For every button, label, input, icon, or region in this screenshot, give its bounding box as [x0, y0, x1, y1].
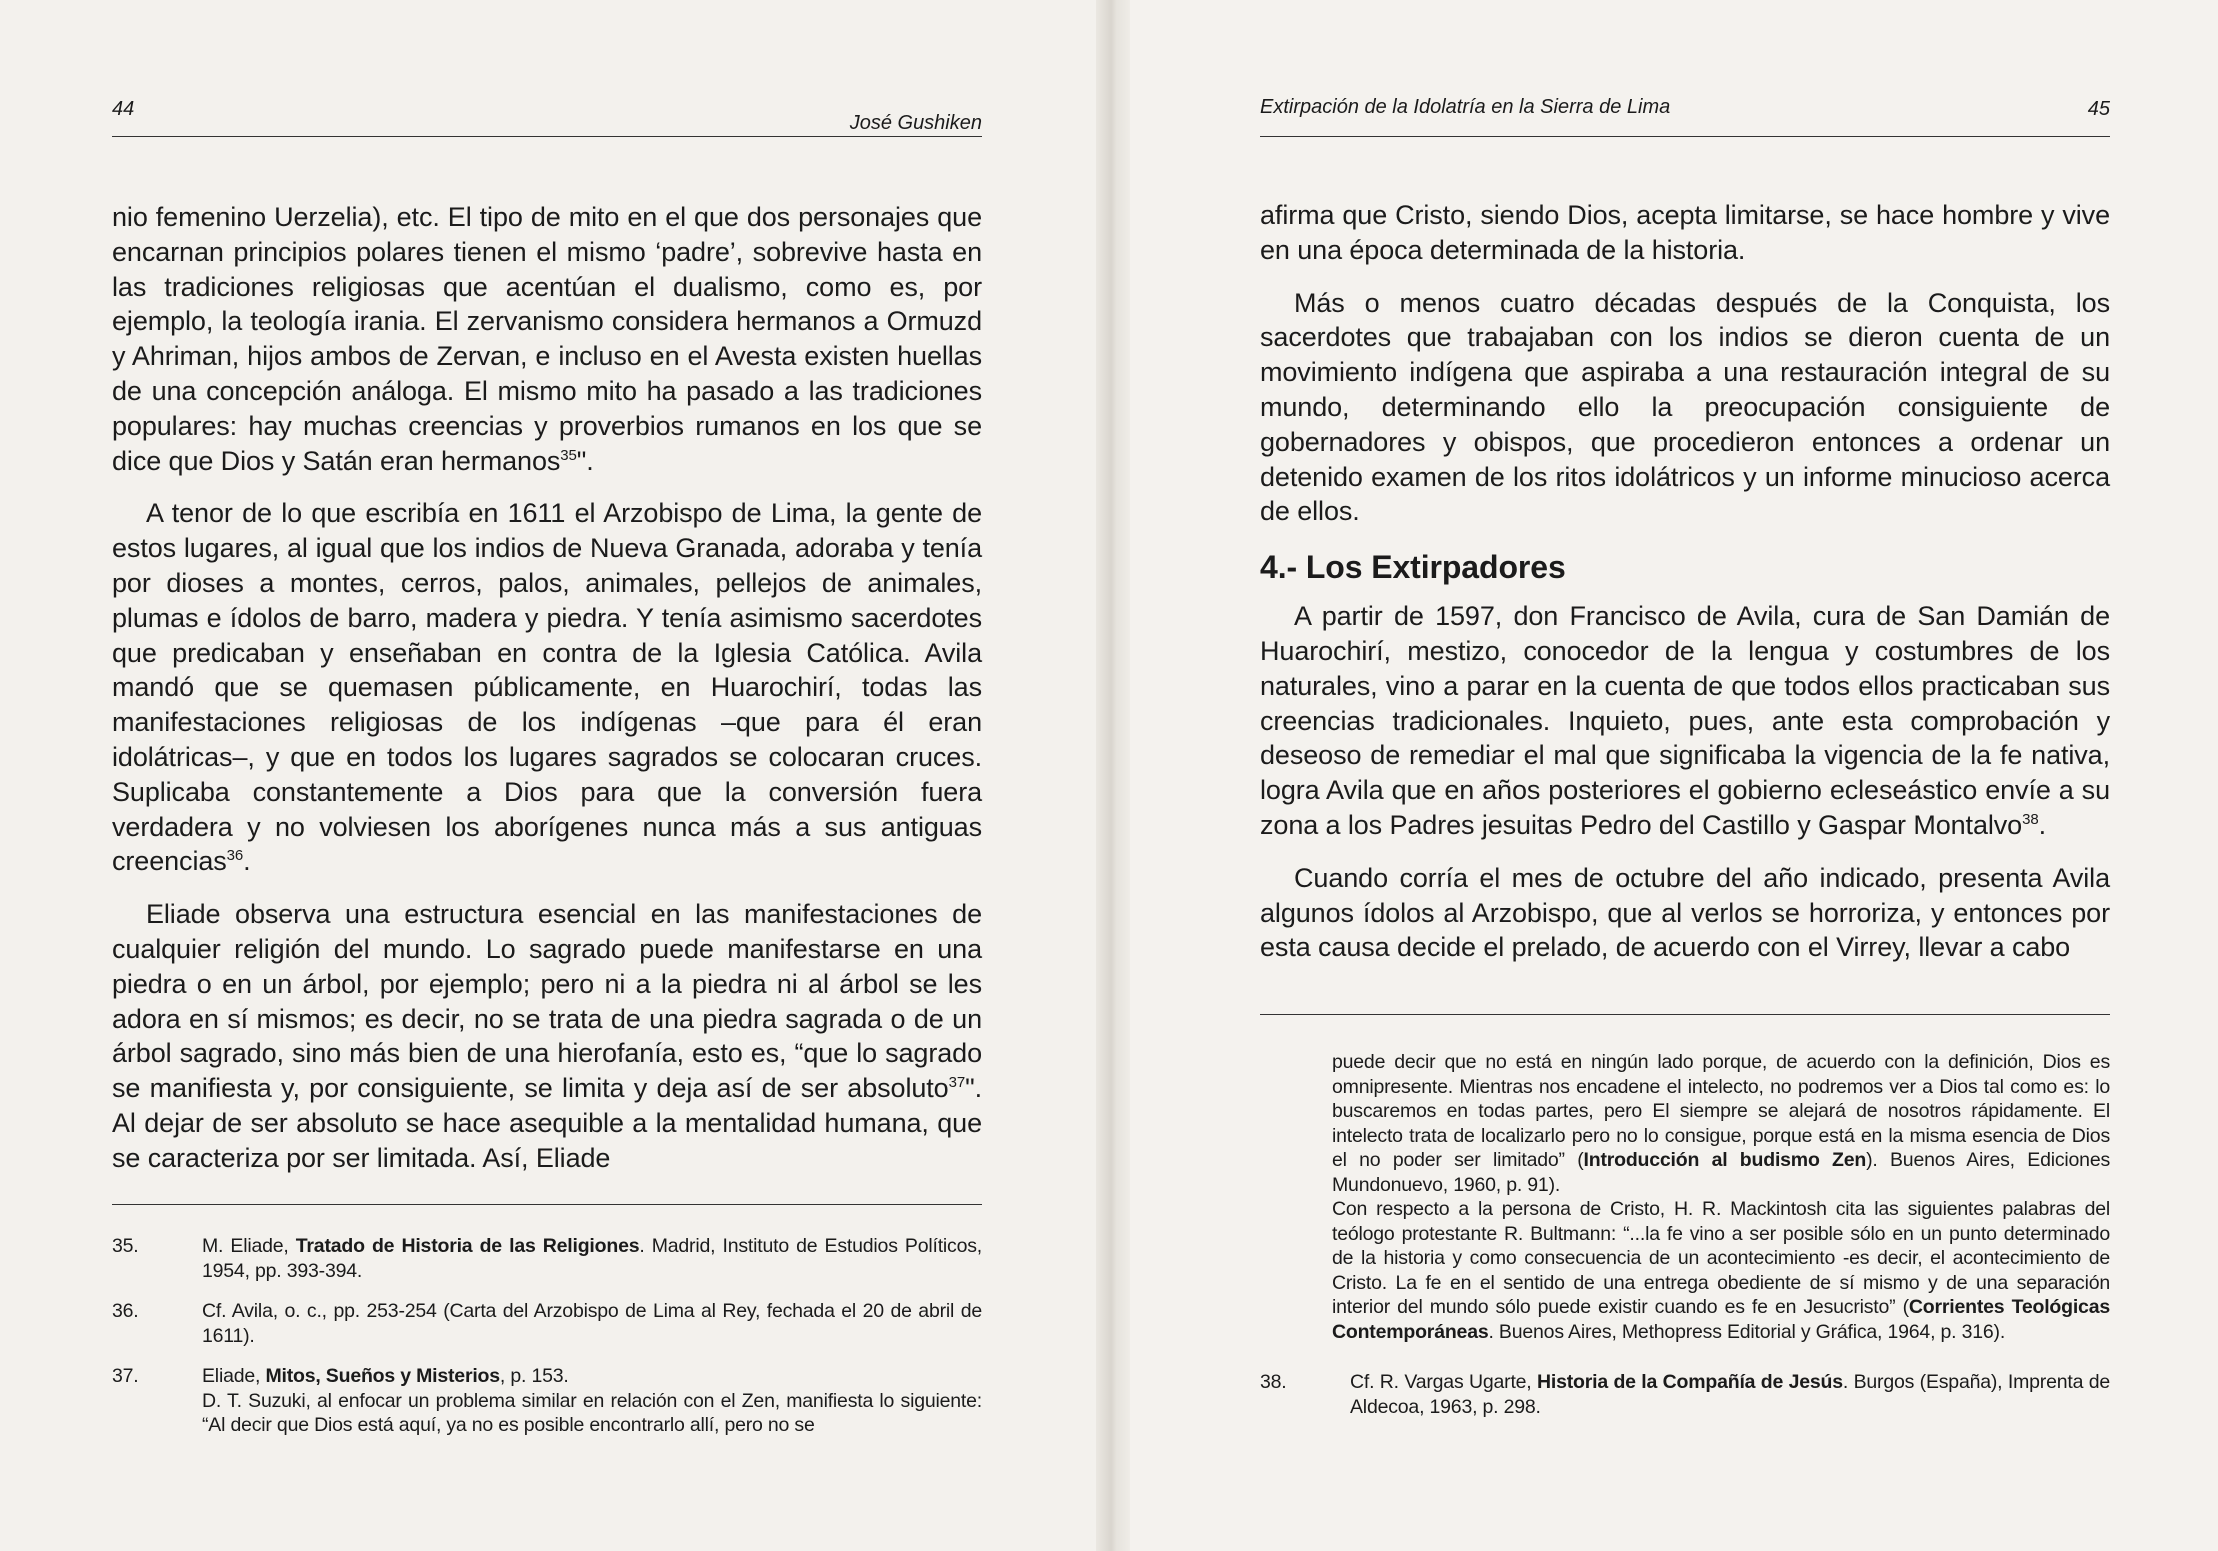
footnote-ref-35[interactable]: 35 — [560, 446, 577, 464]
footnote-ref-38[interactable]: 38 — [2022, 810, 2039, 828]
footnote-36: 36. Cf. Avila, o. c., pp. 253-254 (Carta del Arzobispo de Lima al Rey, fechada el 20 de abril de 1611). — [112, 1300, 982, 1347]
footnote-ref-37[interactable]: 37 — [948, 1074, 966, 1092]
paragraph: A tenor de lo que escribía en 1611 el Arzobispo de Lima, la gente de estos lugares, al igual que los indios de Nueva Granada, adoraba y tenía por dioses a montes, cerros, palos, animales, pellejos de animales, plumas e ídolos de barro, madera y piedra. Y tenía asimismo sacerdotes que predicaban y enseñaban en contra de la Iglesia Católica. Avila mandó que se quemasen públicamente, en Huarochirí, todas las manifestaciones religiosas de los indígenas –que para él eran idolátricas–, y que en todos los lugares sagrados se colocaran cruces. Suplicaba constantemente a Dios para que la conversión fuera verdadera y no volviesen los aborígenes nunca más a sus antiguas creencias$^{36}$. — [112, 498, 982, 877]
footnote-37: 37. Eliade, Mitos, Sueños y Misterios, p. 153. D. T. Suzuki, al enfocar un problema similar en relación con el Zen, manifiesta lo siguiente: “Al decir que Dios está aquí, ya no es posible encontrarlo allí, pero no se — [112, 1365, 982, 1436]
footnote-divider — [112, 1204, 982, 1205]
paragraph: Cuando corría el mes de octubre del año indicado, presenta Avila algunos ídolos al Arzobispo, que al verlos se horroriza, y entonces por esta causa decide el prelado, de acuerdo con el Virrey, llevar a cabo — [1260, 862, 2110, 963]
right-footnotes — [1260, 1050, 2110, 1435]
paragraph: afirma que Cristo, siendo Dios, acepta limitarse, se hace hombre y vive en una época determinada de la historia. — [1260, 200, 2110, 265]
page-number: 45 — [2087, 98, 2110, 120]
left-body-text — [112, 200, 982, 1194]
running-head-title: Extirpación de la Idolatría en la Sierra de Lima — [1260, 96, 1671, 118]
right-page — [1112, 0, 2218, 1551]
page-number: 44 — [112, 98, 135, 120]
left-footnotes — [112, 1234, 982, 1454]
paragraph: Más o menos cuatro décadas después de la Conquista, los sacerdotes que trabajaban con los indios se dieron cuenta de un movimiento indígena que aspiraba a una restauración integral de su mundo, determinando ello la preocupación consiguiente de gobernadores y obispos, que procedieron entonces a ordenar un detenido examen de los ritos idolátricos y un informe minucioso acerca de ellos. — [1260, 287, 2110, 527]
paragraph: A partir de 1597, don Francisco de Avila, cura de San Damián de Huarochirí, mestizo, conocedor de la lengua y costumbres de los naturales, vino a parar en la cuenta de que todos ellos practicaban sus creencias tradicionales. Inquieto, pues, ante esta comprobación y deseoso de remediar el mal que significaba la vigencia de la fe nativa, logra Avila que en años posteriores el gobierno ecleseástico envíe a su zona a los Padres jesuitas Pedro del Castillo y Gaspar Montalvo$^{38}$. — [1260, 601, 2110, 840]
running-head-author: José Gushiken — [849, 112, 982, 134]
footnote-35: 35. M. Eliade, Tratado de Historia de las Religiones. Madrid, Instituto de Estudios Políticos, 1954, pp. 393-394. — [112, 1235, 983, 1282]
footnote-37-continued: puede decir que no está en ningún lado porque, de acuerdo con la definición, Dios es omnipresente. Mientras nos encadene el intelecto, no podremos ver a Dios tal como es: lo buscaremos en todas partes, pero El siempre se alejará de nosotros rápidamente. El intelecto trata de localizarlo pero no lo consigue, porque está en la misma esencia de Dios el no poder ser limitado” (Introducción al budismo Zen). Buenos Aires, Ediciones Mundonuevo, 1960, p. 91). Con respecto a la persona de Cristo, H. R. Mackintosh cita las siguientes palabras del teólogo protestante R. Bultmann: “...la fe vino a ser posible sólo en un punto determinado de la historia y como consecuencia de un acontecimiento -es decir, el acontecimiento de Cristo. La fe en el sentido de una entrega obediente de sí mismo y de una separación interior del mundo sólo puede existir cuando es fe en Jesucristo” (Corrientes Teológicas Contemporáneas. Buenos Aires, Methopress Editorial y Gráfica, 1964, p. 316). — [1332, 1051, 2111, 1343]
paragraph: Eliade observa una estructura esencial en las manifestaciones de cualquier religión del mundo. Lo sagrado puede manifestarse en una piedra o en un árbol, por ejemplo; pero ni a la piedra ni al árbol se les adora en sí mismos; es decir, no se trata de una piedra sagrada o de un árbol sagrado, sino más bien de una hierofanía, esto es, “que lo sagrado se manifiesta y, por consiguiente, se limita y deja así de ser absoluto$^{37}$". Al dejar de ser absoluto se hace asequible a la mentalidad humana, que se caracteriza por ser limitada. Así, Eliade — [112, 899, 982, 1173]
left-page-header — [112, 96, 982, 137]
footnote-divider — [1260, 1014, 2110, 1015]
paragraph: nio femenino Uerzelia), etc. El tipo de mito en el que dos personajes que encarnan principios polares tienen el mismo ‘padre’, sobrevive hasta en las tradiciones religiosas que acentúan el dualismo, como es, por ejemplo, la teología irania. El zervanismo considera hermanos a Ormuzd y Ahriman, hijos ambos de Zervan, e incluso en el Avesta existen huellas de una concepción análoga. El mismo mito ha pasado a las tradiciones populares: hay muchas creencias y proverbios rumanos en los que se dice que Dios y Satán eran hermanos$^{35}$". — [112, 202, 982, 476]
footnote-38: 38. Cf. R. Vargas Ugarte, Historia de la Compañía de Jesús. Burgos (España), Imprenta de Aldecoa, 1963, p. 298. — [1260, 1371, 2110, 1418]
right-page-header — [1260, 96, 2110, 137]
book-gutter — [1096, 0, 1130, 1551]
section-heading: 4.- Los Extirpadores — [1260, 549, 1566, 586]
right-body-text — [1260, 198, 2110, 983]
footnote-ref-36[interactable]: 36 — [226, 847, 244, 865]
